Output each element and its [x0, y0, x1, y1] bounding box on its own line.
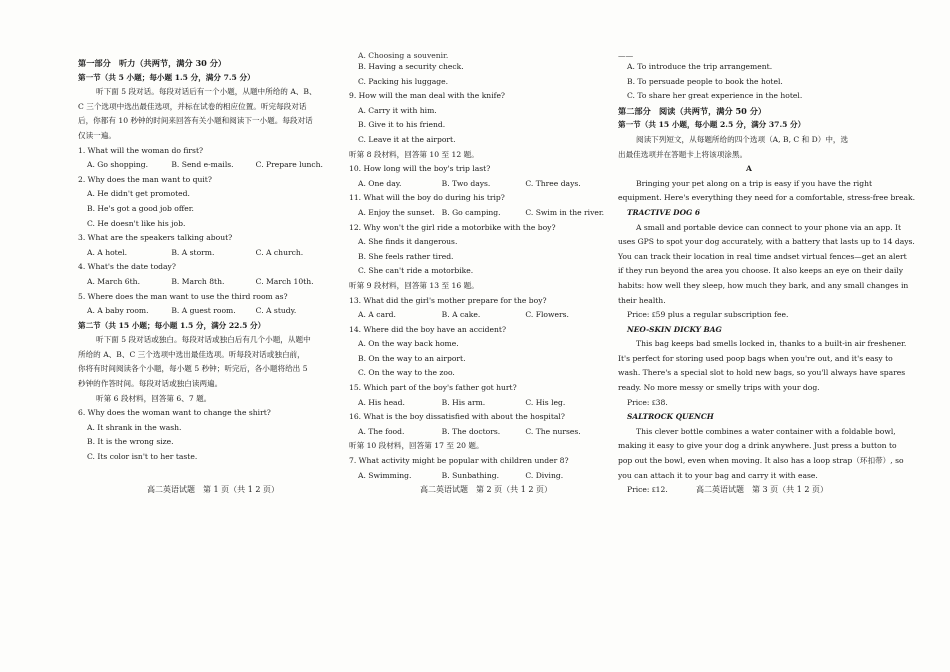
option-b: B. A storm.	[171, 247, 215, 257]
page-1-column	[78, 56, 340, 465]
page-footer: 高二英语试题 第 1 页（共 1 2 页）	[147, 485, 279, 494]
question-15-options	[349, 396, 609, 411]
option-c: C. Prepare lunch.	[255, 160, 323, 170]
option-a: A. On the way back home.	[358, 339, 459, 349]
option-a: A. A card.	[358, 310, 396, 320]
option-a: A. A hotel.	[87, 247, 128, 257]
part1-heading: 第一部分 听力（共两节，满分 30 分）	[78, 58, 227, 68]
instruction-line: 秒钟的作答时间。每段对话或独白读两遍。	[78, 379, 223, 389]
reading-section-heading: 第一节（共 15 小题，每小题 2.5 分，满分 37.5 分）	[618, 120, 806, 130]
option-c: C. Leave it at the airport.	[358, 134, 456, 144]
material-note: 听第 8 段材料，回答第 10 至 12 题。	[349, 149, 479, 159]
intro-line: Bringing your pet along on a trip is easy if you have the right	[636, 178, 873, 188]
page-2-column	[349, 51, 609, 483]
question-15: 15. Which part of the boy's father got hurt?	[349, 383, 517, 393]
option-c: C. On the way to the zoo.	[358, 368, 455, 378]
section2-heading: 第二节（共 15 小题；每小题 1.5 分，满分 22.5 分）	[78, 320, 266, 330]
option-b: B. March 8th.	[171, 276, 225, 286]
option-c: C. Flowers.	[525, 310, 569, 320]
product-text-line: their health.	[618, 295, 666, 305]
option-c: C. She can't ride a motorbike.	[358, 266, 474, 276]
question-12: 12. Why won't the girl ride a motorbike with the boy?	[349, 222, 556, 232]
option-b: B. It is the wrong size.	[87, 437, 174, 447]
option-b: B. Having a security check.	[358, 62, 464, 71]
product-price: Price: ₤12.	[627, 485, 668, 495]
option-b: B. Give it to his friend.	[358, 120, 446, 130]
option-a: A. It shrank in the wash.	[87, 422, 182, 432]
question-10: 10. How long will the boy's trip last?	[349, 164, 491, 174]
question-3-options	[78, 246, 340, 261]
product-text-line: you can attach it to your bag and carry it with ease.	[618, 470, 818, 480]
product-title: NEO-SKIN DICKY BAG	[627, 324, 722, 334]
option-c: C. A study.	[255, 306, 297, 316]
product-text-line: You can track their location in real time andset virtual fences—get an alert	[618, 251, 907, 261]
option-c: C. The nurses.	[525, 426, 581, 436]
option-c: C. He doesn't like his job.	[87, 218, 186, 228]
question-16: 16. What is the boy dissatisfied with about the hospital?	[349, 412, 565, 422]
instruction-line: 听下面 5 段对话。每段对话后有一个小题，从题中所给的 A、B、	[96, 87, 317, 97]
option-b: B. A cake.	[441, 310, 481, 320]
option-a: A. His head.	[358, 397, 405, 407]
option-b: B. Sunbathing.	[441, 470, 499, 480]
product-text-line: It's perfect for storing used poop bags when you're out, and it's easy to	[618, 353, 893, 363]
instruction-line: 后，你都有 10 秒钟的时间来回答有关小题和阅读下一小题。每段对话	[78, 116, 313, 126]
question-11-options	[349, 206, 609, 221]
option-c: C. To share her great experience in the hotel.	[627, 91, 803, 101]
option-a: A. March 6th.	[87, 276, 140, 286]
page-footer: 高二英语试题 第 3 页（共 1 2 页）	[696, 485, 828, 494]
option-b: B. Send e-mails.	[171, 160, 234, 170]
question-16-options	[349, 425, 609, 440]
intro-line: equipment. Here's everything they need for a comfortable, stress-free break.	[618, 193, 916, 203]
option-c: C. Three days.	[525, 178, 581, 188]
option-b: B. She feels rather tired.	[358, 251, 454, 261]
product-text-line: A small and portable device can connect to your phone via an app. It	[636, 222, 902, 232]
page-footer: 高二英语试题 第 2 页（共 1 2 页）	[420, 485, 552, 494]
instruction-line: 你将有时间阅读各个小题，每小题 5 秒钟；听完后，各小题将给出 5	[78, 364, 308, 374]
product-text-line: This clever bottle combines a water container with a foldable bowl,	[636, 426, 896, 436]
question-13: 13. What did the girl's mother prepare for the boy?	[349, 295, 547, 305]
question-6: 6. Why does the woman want to change the shirt?	[78, 408, 271, 418]
option-b: B. A guest room.	[171, 306, 236, 316]
option-a: A. The food.	[358, 426, 405, 436]
question-1-options	[78, 158, 340, 173]
part2-heading: 第二部分 阅读（共两节，满分 50 分）	[618, 105, 767, 116]
question-5: 5. Where does the man want to use the third room as?	[78, 291, 288, 301]
product-text-line: uses GPS to spot your dog accurately, with a battery that lasts up to 14 days.	[618, 237, 915, 247]
option-a: A. To introduce the trip arrangement.	[627, 62, 773, 71]
product-text-line: wash. There's a special slot to hold new bags, so you'll always have spares	[618, 368, 906, 378]
instruction-line: C 三个选项中选出最佳选项，并标在试卷的相应位置。听完每段对话	[78, 101, 307, 111]
question-2: 2. Why does the man want to quit?	[78, 174, 212, 184]
option-b: B. To persuade people to book the hotel.	[627, 76, 783, 86]
question-17: 7. What activity might be popular with children under 8?	[349, 456, 569, 466]
clipped-line: ——	[618, 51, 634, 60]
product-price: Price: ₤59 plus a regular subscription fee.	[627, 310, 789, 320]
product-text-line: making it easy to give your dog a drink anywhere. Just press a button to	[618, 441, 897, 451]
option-b: B. His arm.	[441, 397, 486, 407]
question-5-options	[78, 304, 340, 319]
material-note: 听第 6 段材料，回答第 6、7 题。	[96, 393, 212, 403]
option-a: A. One day.	[358, 178, 402, 188]
product-title: TRACTIVE DOG 6	[627, 207, 701, 217]
instruction-line: 仅读一遍。	[78, 130, 116, 140]
clipped-option: A. Choosing a souvenir.	[358, 51, 449, 60]
question-17-options	[349, 469, 609, 484]
question-13-options	[349, 308, 609, 323]
option-a: A. Carry it with him.	[358, 105, 437, 115]
product-title: SALTROCK QUENCH	[627, 412, 714, 422]
passage-label: A	[746, 164, 752, 174]
option-b: B. On the way to an airport.	[358, 353, 466, 363]
option-a: A. A baby room.	[87, 306, 149, 316]
question-3: 3. What are the speakers talking about?	[78, 233, 233, 243]
instruction-line: 听下面 5 段对话或独白。每段对话或独白后有几个小题，从题中	[96, 335, 311, 345]
product-text-line: if they run beyond the area you choose. It also keeps an eye on their daily	[618, 266, 904, 276]
question-10-options	[349, 177, 609, 192]
question-11: 11. What will the boy do during his trip?	[349, 193, 505, 203]
option-a: A. She finds it dangerous.	[358, 237, 458, 247]
question-1: 1. What will the woman do first?	[78, 145, 204, 155]
option-b: B. He's got a good job offer.	[87, 203, 194, 213]
option-a: A. Enjoy the sunset.	[358, 207, 435, 217]
option-b: B. The doctors.	[441, 426, 501, 436]
option-c: C. March 10th.	[255, 276, 314, 286]
option-a: A. He didn't get promoted.	[87, 189, 190, 199]
question-4-options	[78, 275, 340, 290]
material-note: 听第 10 段材料，回答第 17 至 20 题。	[349, 441, 484, 451]
option-b: B. Go camping.	[441, 207, 501, 217]
option-b: B. Two days.	[441, 178, 491, 188]
option-a: A. Go shopping.	[87, 160, 149, 170]
product-text-line: habits: how well they sleep, how much they bark, and any small changes in	[618, 280, 909, 290]
option-c: C. Swim in the river.	[525, 207, 605, 217]
material-note: 听第 9 段材料，回答第 13 至 16 题。	[349, 280, 479, 290]
instruction-line: 阅读下列短文，从每题所给的四个选项（A, B, C 和 D）中，选	[636, 134, 849, 144]
option-c: C. His leg.	[525, 397, 566, 407]
section1-heading: 第一节（共 5 小题；每小题 1.5 分，满分 7.5 分）	[78, 72, 255, 82]
instruction-line: 出最佳选项并在答题卡上将该项涂黑。	[618, 149, 748, 159]
product-price: Price: ₤38.	[627, 397, 668, 407]
page-3-column	[618, 51, 916, 498]
question-4: 4. What's the date today?	[78, 262, 176, 272]
instruction-line: 所给的 A、B、C 三个选项中选出最佳选项。听每段对话或独白前，	[78, 349, 305, 359]
question-14: 14. Where did the boy have an accident?	[349, 324, 507, 334]
option-c: C. Diving.	[525, 470, 564, 480]
product-text-line: ready. No more messy or smelly trips with your dog.	[618, 383, 820, 393]
question-9: 9. How will the man deal with the knife?	[349, 91, 506, 101]
product-text-line: pop out the bowl, even when moving. It also has a loop strap（环扣带）, so	[618, 456, 904, 466]
option-c: C. A church.	[255, 247, 304, 257]
option-a: A. Swimming.	[358, 470, 412, 480]
option-c: C. Packing his luggage.	[358, 76, 449, 86]
product-text-line: This bag keeps bad smells locked in, thanks to a built-in air freshener.	[636, 339, 907, 349]
option-c: C. Its color isn't to her taste.	[87, 452, 198, 462]
